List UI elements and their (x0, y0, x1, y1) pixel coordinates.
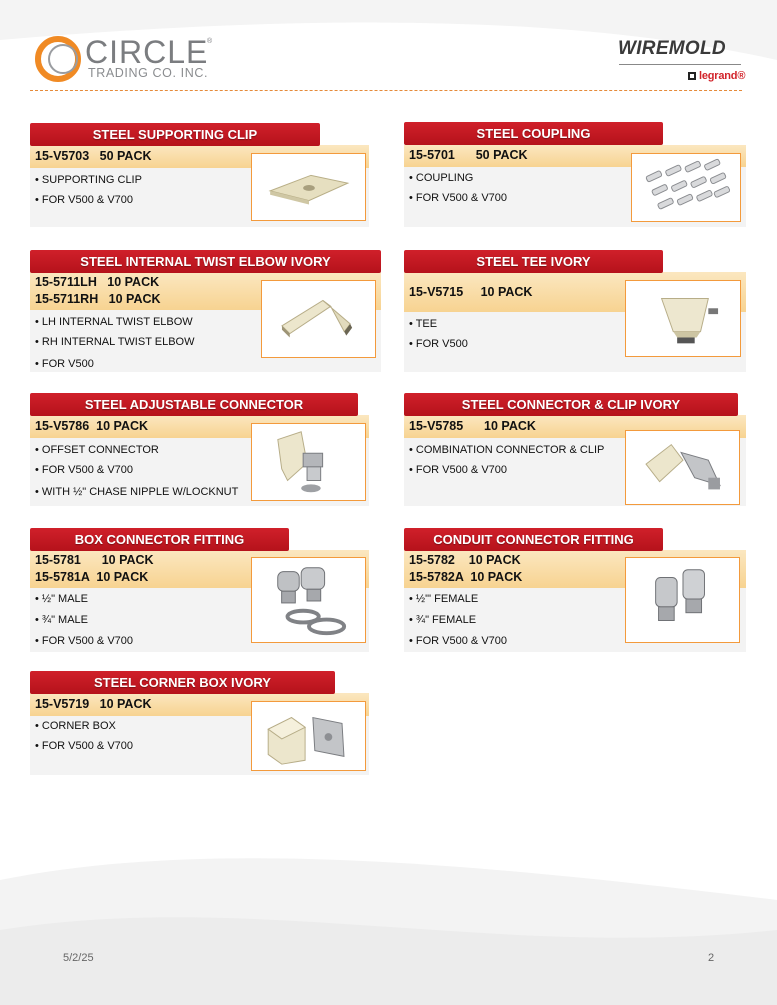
product-bullet: • FOR V500 (409, 338, 468, 350)
legrand-brand (688, 70, 745, 82)
connector-clip-icon (626, 431, 739, 504)
wiremold-brand: WIREMOLD (618, 38, 726, 59)
product-sku: 15-5711RH 10 PACK (35, 292, 161, 306)
product-title: STEEL CONNECTOR & CLIP IVORY (404, 393, 738, 416)
product-bullet: • WITH ½" CHASE NIPPLE W/LOCKNUT (35, 486, 239, 498)
product-bullet: • FOR V500 & V700 (35, 194, 134, 206)
product-bullet: • OFFSET CONNECTOR (35, 444, 159, 456)
footer-date: 5/2/25 (63, 952, 94, 964)
product-card (404, 250, 746, 372)
logo-trademark: ® (207, 38, 213, 45)
product-card (404, 122, 746, 227)
product-bullet: • COMBINATION CONNECTOR & CLIP (409, 444, 605, 456)
product-bullet: • ½"' FEMALE (409, 593, 479, 605)
twist-elbow-icon (262, 281, 375, 357)
logo-name: CIRCLE (85, 34, 209, 70)
product-bullet: • ½" MALE (35, 593, 88, 605)
product-image (251, 701, 366, 771)
header-divider (30, 90, 742, 91)
product-card (30, 671, 369, 775)
product-bullet: • TEE (409, 318, 438, 330)
product-title: STEEL TEE IVORY (404, 250, 663, 273)
legrand-square-icon (688, 72, 696, 80)
product-image (625, 280, 741, 357)
product-sku: 15-V5786 10 PACK (35, 419, 149, 433)
product-bullet: • LH INTERNAL TWIST ELBOW (35, 316, 193, 328)
product-title: BOX CONNECTOR FITTING (30, 528, 289, 551)
product-title: STEEL ADJUSTABLE CONNECTOR (30, 393, 358, 416)
product-card (30, 393, 369, 506)
product-image (261, 280, 376, 358)
product-card (404, 393, 746, 506)
product-sku: 15-5701 50 PACK (409, 148, 528, 162)
box-connector-icon (252, 558, 365, 642)
tee-icon (626, 281, 740, 356)
product-image (625, 430, 740, 505)
product-title: STEEL SUPPORTING CLIP (30, 123, 320, 146)
product-bullet: • FOR V500 (35, 358, 94, 370)
product-sku: 15-5782A 10 PACK (409, 570, 523, 584)
circle-trading-logo (33, 32, 233, 84)
adjustable-connector-icon (252, 424, 365, 500)
product-bullet: • FOR V500 & V700 (35, 635, 134, 647)
product-bullet: • ¾" MALE (35, 614, 88, 626)
product-title: STEEL CORNER BOX IVORY (30, 671, 335, 694)
product-card (30, 250, 381, 372)
product-sku: 15-V5715 10 PACK (409, 285, 533, 299)
product-image (625, 557, 740, 643)
product-title: CONDUIT CONNECTOR FITTING (404, 528, 663, 551)
legrand-text: legrand® (699, 70, 746, 82)
logo-subtitle: TRADING CO. INC. (88, 66, 209, 80)
product-bullet: • FOR V500 & V700 (35, 464, 134, 476)
supporting-clip-icon (252, 154, 365, 220)
product-sku: 15-V5785 10 PACK (409, 419, 536, 433)
product-title: STEEL COUPLING (404, 122, 663, 145)
page-number: 2 (708, 952, 715, 964)
product-bullet: • SUPPORTING CLIP (35, 174, 142, 186)
product-bullet: • FOR V500 & V700 (409, 192, 508, 204)
product-bullet: • CORNER BOX (35, 720, 116, 732)
product-sku: 15-5781A 10 PACK (35, 570, 149, 584)
product-sku: 15-5711LH 10 PACK (35, 275, 160, 289)
product-sku: 15-V5703 50 PACK (35, 149, 152, 163)
product-sku: 15-V5719 10 PACK (35, 697, 152, 711)
product-bullet: • FOR V500 & V700 (409, 464, 508, 476)
product-image (251, 153, 366, 221)
product-bullet: • COUPLING (409, 172, 474, 184)
product-image (251, 423, 366, 501)
product-bullet: • RH INTERNAL TWIST ELBOW (35, 336, 195, 348)
product-title: STEEL INTERNAL TWIST ELBOW IVORY (30, 250, 381, 273)
product-image (631, 153, 741, 222)
brand-divider (619, 64, 741, 65)
corner-box-icon (252, 702, 365, 770)
product-image (251, 557, 366, 643)
coupling-icon (632, 154, 740, 221)
product-card (30, 528, 369, 652)
product-bullet: • FOR V500 & V700 (35, 740, 134, 752)
product-bullet: • FOR V500 & V700 (409, 635, 508, 647)
conduit-connector-icon (626, 558, 739, 642)
product-bullet: • ¾" FEMALE (409, 614, 477, 626)
product-card (30, 123, 369, 227)
circle-logo-ring-icon (33, 34, 83, 84)
product-card (404, 528, 746, 652)
product-sku: 15-5781 10 PACK (35, 553, 154, 567)
product-sku: 15-5782 10 PACK (409, 553, 521, 567)
